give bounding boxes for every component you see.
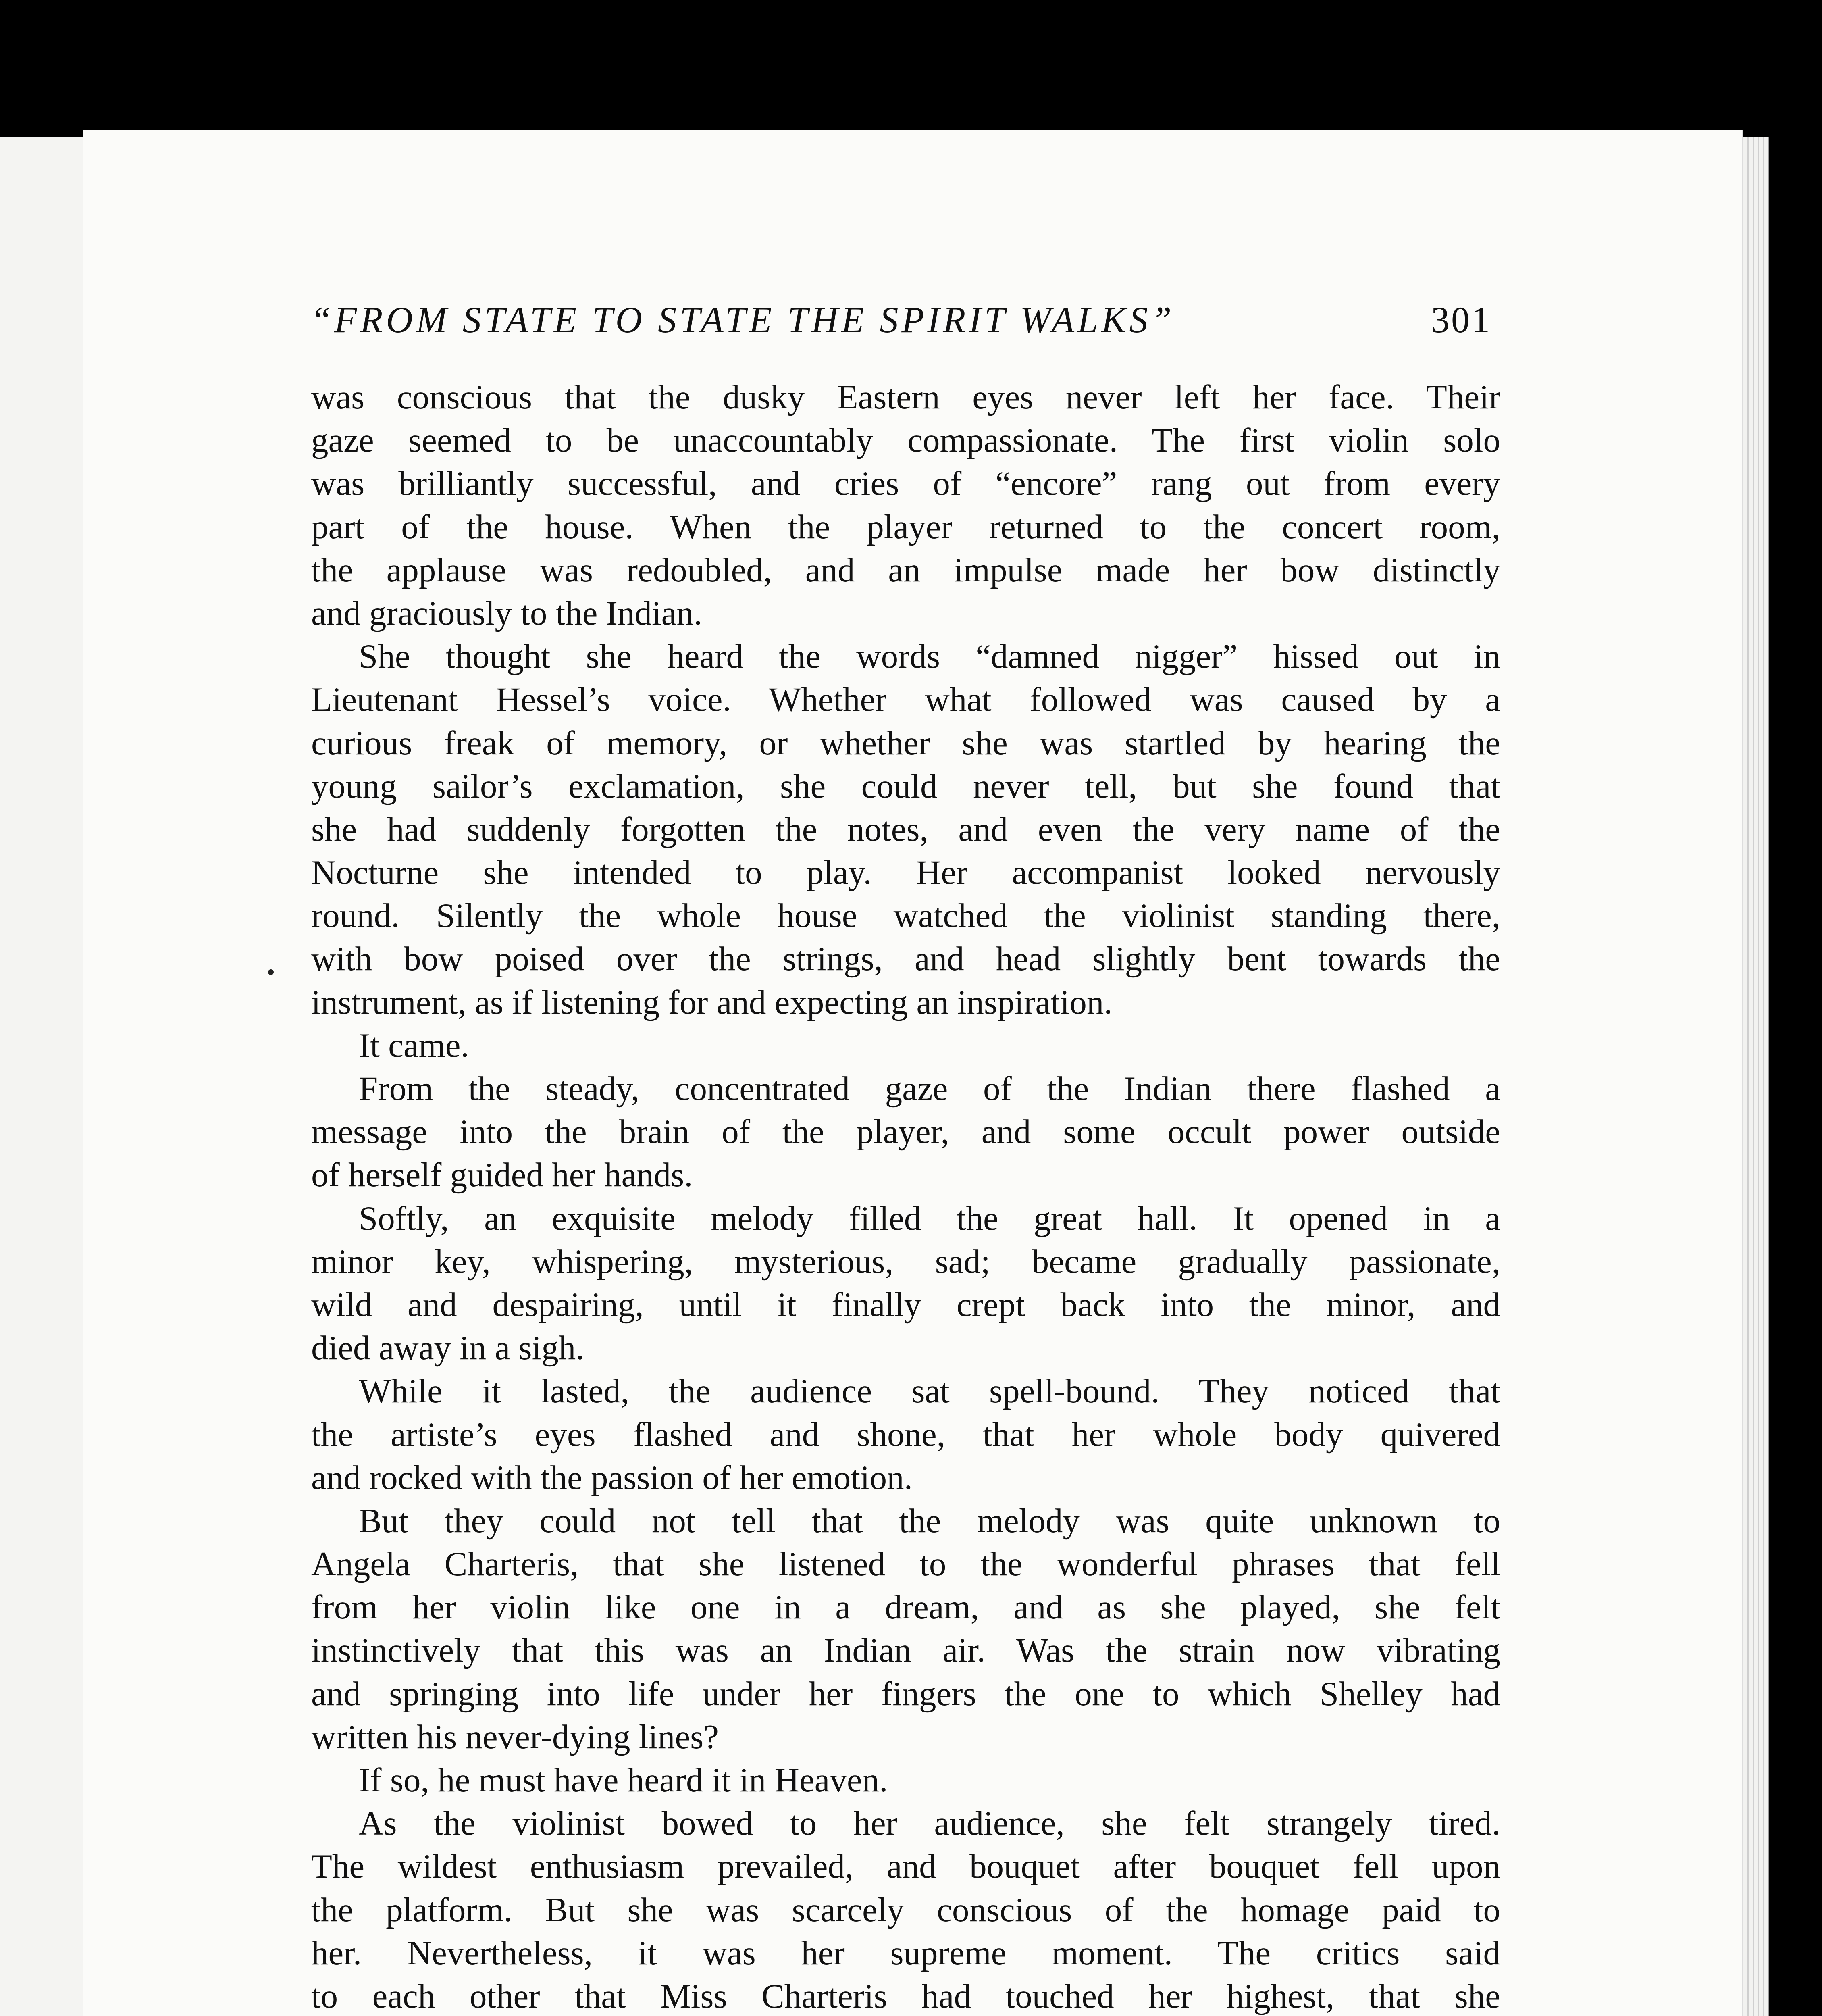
text-line: she had suddenly forgotten the notes, and even the very name of the <box>311 810 1500 848</box>
text-line: The wildest enthusiasm prevailed, and bouquet after bouquet fell upon <box>311 1847 1500 1886</box>
running-head <box>310 298 1520 341</box>
text-line: Softly, an exquisite melody filled the great hall. It opened in a <box>359 1199 1500 1237</box>
text-line: If so, he must have heard it in Heaven. <box>359 1761 888 1799</box>
text-line: While it lasted, the audience sat spell-bound. They noticed that <box>359 1372 1500 1410</box>
text-line: She thought she heard the words “damned nigger” hissed out in <box>359 637 1500 676</box>
text-line: It came. <box>359 1026 469 1064</box>
running-head-title: “FROM STATE TO STATE THE SPIRIT WALKS” <box>310 299 1175 340</box>
text-line: and rocked with the passion of her emotion. <box>311 1458 913 1497</box>
text-line: from her violin like one in a dream, and as she played, she felt <box>311 1588 1500 1627</box>
text-line: to each other that Miss Charteris had touched her highest, that she <box>311 1977 1500 2015</box>
text-line: Nocturne she intended to play. Her accompanist looked nervously <box>311 854 1500 892</box>
text-line: message into the brain of the player, and some occult power outside <box>311 1113 1500 1151</box>
text-line: young sailor’s exclamation, she could never tell, but she found that <box>311 767 1500 805</box>
text-line: But they could not tell that the melody was quite unknown to <box>359 1502 1500 1540</box>
text-line: of herself guided her hands. <box>311 1156 693 1194</box>
text-line: written his never-dying lines? <box>311 1718 719 1756</box>
text-line: her. Nevertheless, it was her supreme moment. The critics said <box>311 1934 1500 1972</box>
text-line: round. Silently the whole house watched the violinist standing there, <box>311 897 1500 935</box>
text-line: wild and despairing, until it finally crept back into the minor, and <box>311 1285 1500 1324</box>
ink-speck <box>268 969 274 975</box>
text-line: instinctively that this was an Indian air. Was the strain now vibrating <box>311 1631 1500 1670</box>
left-page-edge <box>0 137 85 2016</box>
text-line: From the steady, concentrated gaze of the Indian there flashed a <box>359 1070 1500 1108</box>
text-line: the platform. But she was scarcely conscious of the homage paid to <box>311 1891 1500 1929</box>
text-line: died away in a sigh. <box>311 1329 584 1367</box>
text-line: As the violinist bowed to her audience, she felt strangely tired. <box>359 1804 1500 1843</box>
page-stack-edge <box>1743 137 1769 2016</box>
page-number: 301 <box>1431 299 1491 340</box>
text-line: the applause was redoubled, and an impulse made her bow distinctly <box>311 551 1500 589</box>
text-line: was brilliantly successful, and cries of “encore” rang out from every <box>311 464 1500 503</box>
body-text <box>311 376 1500 2016</box>
text-line: curious freak of memory, or whether she was startled by hearing the <box>311 724 1500 762</box>
text-line: with bow poised over the strings, and head slightly bent towards the <box>311 940 1500 978</box>
text-line: part of the house. When the player returned to the concert room, <box>311 508 1500 546</box>
text-line: instrument, as if listening for and expecting an inspiration. <box>311 983 1113 1021</box>
text-line: gaze seemed to be unaccountably compassionate. The first violin solo <box>311 421 1500 460</box>
text-line: and springing into life under her fingers the one to which Shelley had <box>311 1674 1500 1713</box>
text-line: Angela Charteris, that she listened to the wonderful phrases that fell <box>311 1545 1500 1583</box>
text-line: was conscious that the dusky Eastern eyes never left her face. Their <box>311 378 1500 416</box>
text-line: minor key, whispering, mysterious, sad; became gradually passionate, <box>311 1242 1500 1281</box>
text-line: the artiste’s eyes flashed and shone, that her whole body quivered <box>311 1415 1500 1454</box>
text-line: and graciously to the Indian. <box>311 594 703 632</box>
text-line: Lieutenant Hessel’s voice. Whether what followed was caused by a <box>311 681 1500 719</box>
